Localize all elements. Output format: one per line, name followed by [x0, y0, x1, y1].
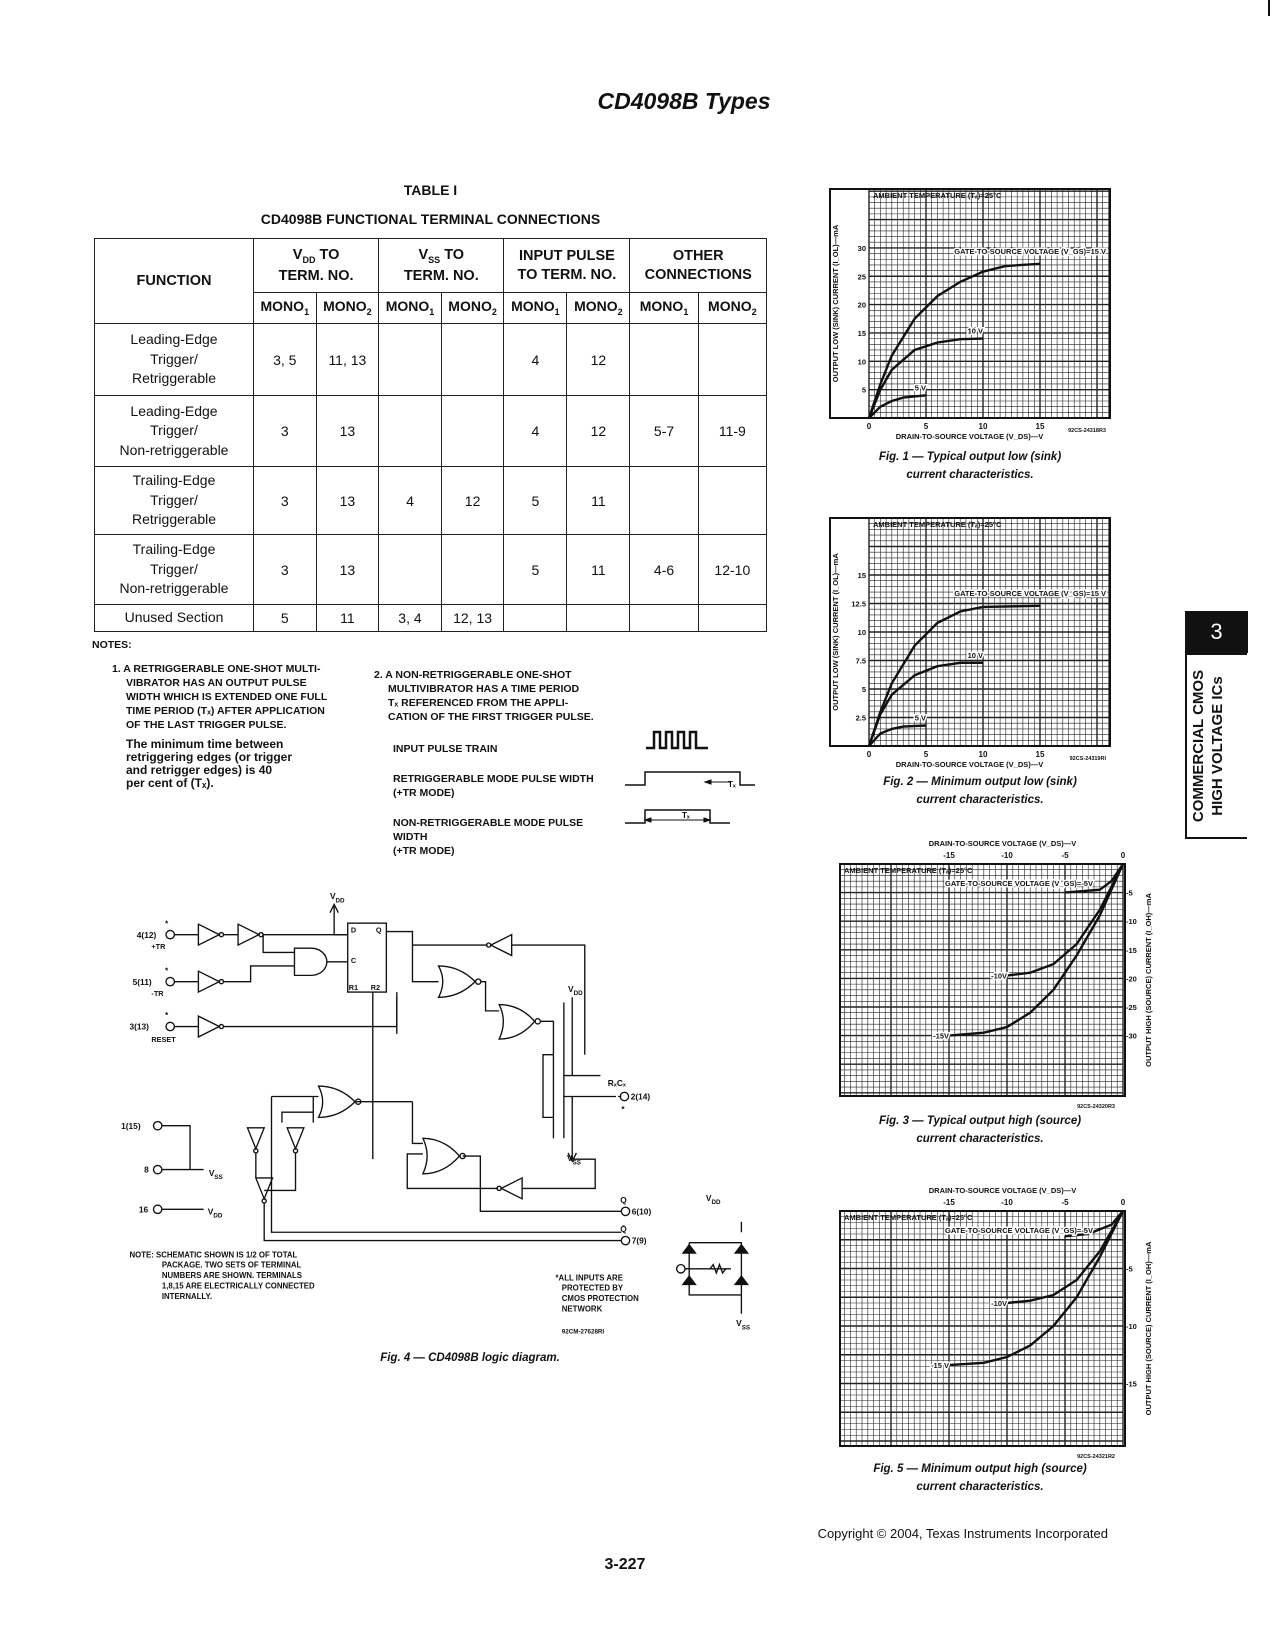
- svg-text:D: D: [350, 925, 357, 935]
- svg-text:VSS: $V_{SS}$: [736, 1318, 751, 1332]
- y-tick-label: 30: [857, 243, 866, 253]
- terminal-cell: 13: [316, 396, 379, 467]
- subheader-mono: $MONO_1$: [504, 293, 567, 324]
- terminal-cell: 4: [379, 467, 442, 535]
- svg-text:*: *: [164, 965, 169, 976]
- retrig-width-label: RETRIGGERABLE MODE PULSE WIDTH (+TR MODE): [393, 773, 594, 799]
- terminal-cell: 4-6: [630, 535, 698, 605]
- x-tick-label: -5: [1061, 1198, 1069, 1207]
- terminal-cell: 3: [254, 467, 317, 535]
- terminal-cell: 3: [254, 396, 317, 467]
- chart-4: [840, 1186, 1153, 1460]
- terminal-cell: 11, 13: [316, 324, 379, 396]
- svg-text:VSS: $V_{SS}$: [567, 1153, 581, 1167]
- y-tick-label: 10: [857, 357, 866, 367]
- table-label: TABLE I: [403, 182, 458, 198]
- svg-text:3(13): 3(13): [129, 1021, 149, 1032]
- svg-text:RₓCₓ: RₓCₓ: [607, 1078, 626, 1089]
- y-axis-label: OUTPUT HIGH (SOURCE) CURRENT (I_OH)—mA: [1144, 893, 1153, 1067]
- terminal-cell: 3, 4: [379, 605, 442, 632]
- svg-text:7(9): 7(9): [631, 1235, 647, 1246]
- y-tick-label: 5: [861, 385, 866, 395]
- y-axis-label: OUTPUT LOW (SINK) CURRENT (I_OL)—mA: [831, 224, 840, 383]
- terminal-cell: 11: [567, 535, 630, 605]
- svg-text:NUMBERS ARE SHOWN. TERMINALS: NUMBERS ARE SHOWN. TERMINALS: [161, 1271, 303, 1281]
- svg-text:VDD: $V_{DD}$: [705, 1192, 721, 1207]
- note-1: 1. A RETRIGGERABLE ONE-SHOT MULTI- VIBRATOR HAS AN OUTPUT PULSE WIDTH WHICH IS EXTENDED ONE FULL TIME PERIOD (Tₓ) AFTER APPLICATION OF THE LAST TRIGGER PULSE.: [112, 663, 328, 731]
- function-cell: Leading-Edge Trigger/ Non-retriggerable: [95, 396, 254, 467]
- series-label: -10V: [991, 971, 1007, 981]
- svg-text:PROTECTED BY: PROTECTED BY: [561, 1283, 624, 1293]
- subheader-mono: $MONO_2$: [316, 293, 379, 324]
- terminal-cell: 13: [316, 535, 379, 605]
- fig4-code: 92CM-27628RI: [561, 1328, 605, 1336]
- tx-label-2: Tₓ: [682, 811, 690, 820]
- y-tick-label: 20: [857, 300, 866, 310]
- fig1-caption: Fig. 1 — Typical output low (sink) current characteristics.: [878, 451, 1062, 481]
- subheader-mono: $MONO_1$: [254, 293, 317, 324]
- svg-text:-TR: -TR: [151, 989, 164, 999]
- header-input-pulse: INPUT PULSE TO TERM. NO.: [504, 239, 630, 293]
- x-tick-label: 15: [1035, 422, 1045, 431]
- y-tick-label: -20: [1126, 974, 1137, 984]
- plot-frame: [830, 189, 1110, 418]
- y-tick-label: 15: [857, 571, 866, 580]
- series-label: GATE-TO-SOURCE VOLTAGE (V_GS)=15 V: [954, 246, 1106, 256]
- svg-text:6(10): 6(10): [631, 1206, 652, 1217]
- chart-1: [830, 189, 1110, 441]
- tx-label-1: Tₓ: [728, 780, 736, 789]
- header-vss: $V_{SS}$ TO TERM. NO.: [379, 239, 504, 293]
- svg-text:VDD: $V_{DD}$: [329, 891, 345, 905]
- svg-text:*: *: [164, 1010, 169, 1021]
- svg-text:1(15): 1(15): [121, 1120, 141, 1131]
- ambient-temperature-label: AMBIENT TEMPERATURE (Tₐ)=25°C: [844, 866, 973, 875]
- x-tick-label: -15: [943, 851, 955, 860]
- svg-text:8: 8: [144, 1164, 149, 1175]
- x-tick-label: -10: [1001, 1198, 1013, 1207]
- svg-text:16: 16: [138, 1204, 149, 1215]
- chart-2: [830, 518, 1110, 769]
- y-tick-label: 25: [857, 272, 866, 282]
- x-tick-label: 10: [978, 750, 988, 759]
- y-tick-label: -15: [1126, 945, 1137, 955]
- header-vdd: $V_{DD}$ TO TERM. NO.: [254, 239, 379, 293]
- x-tick-label: -10: [1001, 851, 1013, 860]
- fig4-caption: Fig. 4 — CD4098B logic diagram.: [380, 1352, 560, 1364]
- terminal-cell: 3: [254, 535, 317, 605]
- series-label: 5 V: [914, 383, 926, 393]
- y-tick-label: 15: [857, 328, 866, 338]
- function-cell: Unused Section: [95, 605, 254, 632]
- svg-text:VDD: $V_{DD}$: [207, 1206, 223, 1220]
- section-tab-line2: HIGH VOLTAGE ICs: [1209, 676, 1226, 816]
- series-label: GATE-TO-SOURCE VOLTAGE (V_GS)=15 V: [954, 588, 1106, 598]
- x-axis-label: DRAIN-TO-SOURCE VOLTAGE (V_DS)—V: [895, 760, 1044, 769]
- series-label: 10 V: [967, 650, 983, 660]
- terminal-cell: 12-10: [698, 535, 766, 605]
- terminal-cell: 5: [254, 605, 317, 632]
- section-tab-line1: COMMERCIAL CMOS: [1190, 669, 1207, 823]
- svg-text:Q̄: Q̄: [620, 1224, 627, 1235]
- ambient-temperature-label: AMBIENT TEMPERATURE (Tₐ)=25°C: [873, 520, 1002, 529]
- svg-text:VSS: $V_{SS}$: [208, 1167, 223, 1181]
- svg-text:INTERNALLY.: INTERNALLY.: [161, 1292, 213, 1302]
- svg-text:1,8,15 ARE ELECTRICALLY CONNEC: 1,8,15 ARE ELECTRICALLY CONNECTED: [161, 1281, 315, 1291]
- y-tick-label: -10: [1126, 1322, 1137, 1331]
- header-function: FUNCTION: [95, 239, 254, 324]
- svg-text:*: *: [164, 918, 169, 929]
- y-tick-label: 10: [857, 628, 866, 637]
- function-cell: Trailing-Edge Trigger/ Non-retriggerable: [95, 535, 254, 605]
- page-number: 3-227: [604, 1556, 646, 1573]
- x-tick-label: -5: [1061, 851, 1069, 860]
- terminal-cell: 12: [567, 396, 630, 467]
- subheader-mono: $MONO_2$: [441, 293, 504, 324]
- series-label: -10V: [991, 1299, 1007, 1308]
- series-label: -15 V: [931, 1361, 949, 1371]
- x-tick-label: 15: [1035, 750, 1045, 759]
- svg-text:*ALL INPUTS ARE: *ALL INPUTS ARE: [555, 1273, 623, 1283]
- header-other: OTHER CONNECTIONS: [630, 239, 767, 293]
- y-tick-label: 7.5: [855, 656, 866, 666]
- notes-heading: NOTES:: [92, 639, 132, 651]
- svg-text:2(14): 2(14): [630, 1091, 651, 1102]
- terminal-cell: 11: [316, 605, 379, 632]
- terminal-cell: 12: [567, 324, 630, 396]
- fig2-caption: Fig. 2 — Minimum output low (sink) current characteristics.: [883, 776, 1077, 806]
- terminal-cell: 13: [316, 467, 379, 535]
- figure-code: 92CS-24318R3: [1068, 428, 1106, 434]
- page-title: CD4098B Types: [597, 88, 771, 114]
- x-tick-label: 0: [1120, 1198, 1126, 1207]
- terminal-cell: 5: [504, 535, 567, 605]
- figure-code: 92CS-24319RI: [1069, 756, 1106, 762]
- copyright: Copyright © 2004, Texas Instruments Incorporated: [817, 1526, 1108, 1541]
- subheader-mono: $MONO_1$: [630, 293, 698, 324]
- terminal-cell: 5-7: [630, 396, 698, 467]
- x-tick-label: -15: [943, 1198, 955, 1207]
- terminal-cell: 12: [441, 467, 504, 535]
- terminal-cell: 4: [504, 324, 567, 396]
- svg-text:CMOS PROTECTION: CMOS PROTECTION: [561, 1294, 639, 1304]
- input-pulse-train-label: INPUT PULSE TRAIN: [393, 743, 498, 755]
- function-cell: Leading-Edge Trigger/ Retriggerable: [95, 324, 254, 396]
- terminal-cell: 4: [504, 396, 567, 467]
- svg-text:*: *: [621, 1104, 625, 1115]
- svg-text:VDD: $V_{DD}$: [568, 984, 583, 998]
- terminal-cell: 12, 13: [441, 605, 504, 632]
- subheader-mono: $MONO_2$: [567, 293, 630, 324]
- figure-code: 92CS-24320R3: [1077, 1104, 1115, 1110]
- terminal-cell: 11: [567, 467, 630, 535]
- fig3-caption: Fig. 3 — Typical output high (source) current characteristics.: [878, 1115, 1082, 1145]
- ambient-temperature-label: AMBIENT TEMPERATURE (Tₐ)=25°C: [873, 191, 1002, 200]
- x-tick-label: 0: [866, 750, 872, 759]
- subheader-mono: $MONO_1$: [379, 293, 442, 324]
- table-title: CD4098B FUNCTIONAL TERMINAL CONNECTIONS: [260, 211, 601, 227]
- series-label: GATE-TO-SOURCE VOLTAGE (V_GS)=-5V: [944, 879, 1093, 888]
- x-tick-label: 0: [1120, 851, 1126, 860]
- y-tick-label: -30: [1126, 1031, 1137, 1041]
- svg-text:R1: R1: [348, 982, 359, 992]
- svg-text:PACKAGE. TWO SETS OF TERMINAL: PACKAGE. TWO SETS OF TERMINAL: [161, 1260, 302, 1270]
- terminal-cell: 5: [504, 467, 567, 535]
- y-tick-label: -10: [1126, 917, 1137, 927]
- y-axis-label: OUTPUT HIGH (SOURCE) CURRENT (I_OH)—mA: [1144, 1241, 1153, 1416]
- terminal-cell: 11-9: [698, 396, 766, 467]
- svg-text:+TR: +TR: [151, 942, 166, 952]
- chart-3: [840, 839, 1153, 1110]
- y-tick-label: 12.5: [851, 599, 866, 609]
- svg-text:4(12): 4(12): [136, 929, 157, 940]
- y-tick-label: -25: [1126, 1003, 1137, 1012]
- x-tick-label: 0: [866, 422, 872, 431]
- x-axis-label: DRAIN-TO-SOURCE VOLTAGE (V_DS)—V: [928, 839, 1077, 848]
- y-tick-label: -5: [1126, 1264, 1133, 1274]
- figure-code: 92CS-24321R2: [1077, 1454, 1115, 1460]
- svg-text:C: C: [350, 955, 357, 965]
- y-tick-label: -5: [1126, 888, 1133, 898]
- x-tick-label: 5: [923, 750, 929, 759]
- ambient-temperature-label: AMBIENT TEMPERATURE (Tₐ)=25°C: [844, 1213, 973, 1222]
- series-label: -15V: [933, 1031, 949, 1041]
- x-axis-label: DRAIN-TO-SOURCE VOLTAGE (V_DS)—V: [928, 1186, 1077, 1195]
- fig5-caption: Fig. 5 — Minimum output high (source) current characteristics.: [873, 1463, 1087, 1493]
- nonretrig-width-label: NON-RETRIGGERABLE MODE PULSE WIDTH (+TR MODE): [393, 817, 584, 857]
- function-cell: Trailing-Edge Trigger/ Retriggerable: [95, 467, 254, 535]
- svg-text:5(11): 5(11): [132, 976, 152, 987]
- x-axis-label: DRAIN-TO-SOURCE VOLTAGE (V_DS)—V: [895, 432, 1044, 441]
- section-tab-number: 3: [1185, 611, 1248, 653]
- y-tick-label: 2.5: [855, 713, 866, 723]
- svg-text:NETWORK: NETWORK: [561, 1304, 603, 1314]
- section-tab: [1185, 653, 1247, 839]
- x-tick-label: 5: [923, 422, 929, 431]
- svg-text:NOTE: SCHEMATIC SHOWN IS 1/2 O: NOTE: SCHEMATIC SHOWN IS 1/2 OF TOTAL: [129, 1250, 298, 1260]
- y-tick-label: 5: [861, 685, 866, 694]
- svg-text:Q: Q: [375, 925, 382, 935]
- y-tick-label: -15: [1126, 1379, 1137, 1389]
- terminal-cell: 3, 5: [254, 324, 317, 396]
- subheader-mono: $MONO_2$: [698, 293, 766, 324]
- y-axis-label: OUTPUT LOW (SINK) CURRENT (I_OL)—mA: [831, 553, 840, 711]
- svg-text:R2: R2: [370, 982, 381, 992]
- svg-text:Q: Q: [620, 1195, 627, 1206]
- note-1-min-time: The minimum time between retriggering edges (or trigger and retrigger edges) is 40 per cent of (Tₓ).: [126, 737, 293, 790]
- note-2: 2. A NON-RETRIGGERABLE ONE-SHOT MULTIVIBRATOR HAS A TIME PERIOD Tₓ REFERENCED FROM THE APPLI- CATION OF THE FIRST TRIGGER PULSE.: [374, 669, 594, 723]
- x-tick-label: 10: [978, 422, 988, 431]
- svg-text:RESET: RESET: [151, 1035, 176, 1045]
- series-label: 10 V: [967, 326, 983, 336]
- series-label: 5 V: [914, 713, 926, 723]
- series-label: GATE-TO-SOURCE VOLTAGE (V_GS)=-5V: [944, 1226, 1093, 1235]
